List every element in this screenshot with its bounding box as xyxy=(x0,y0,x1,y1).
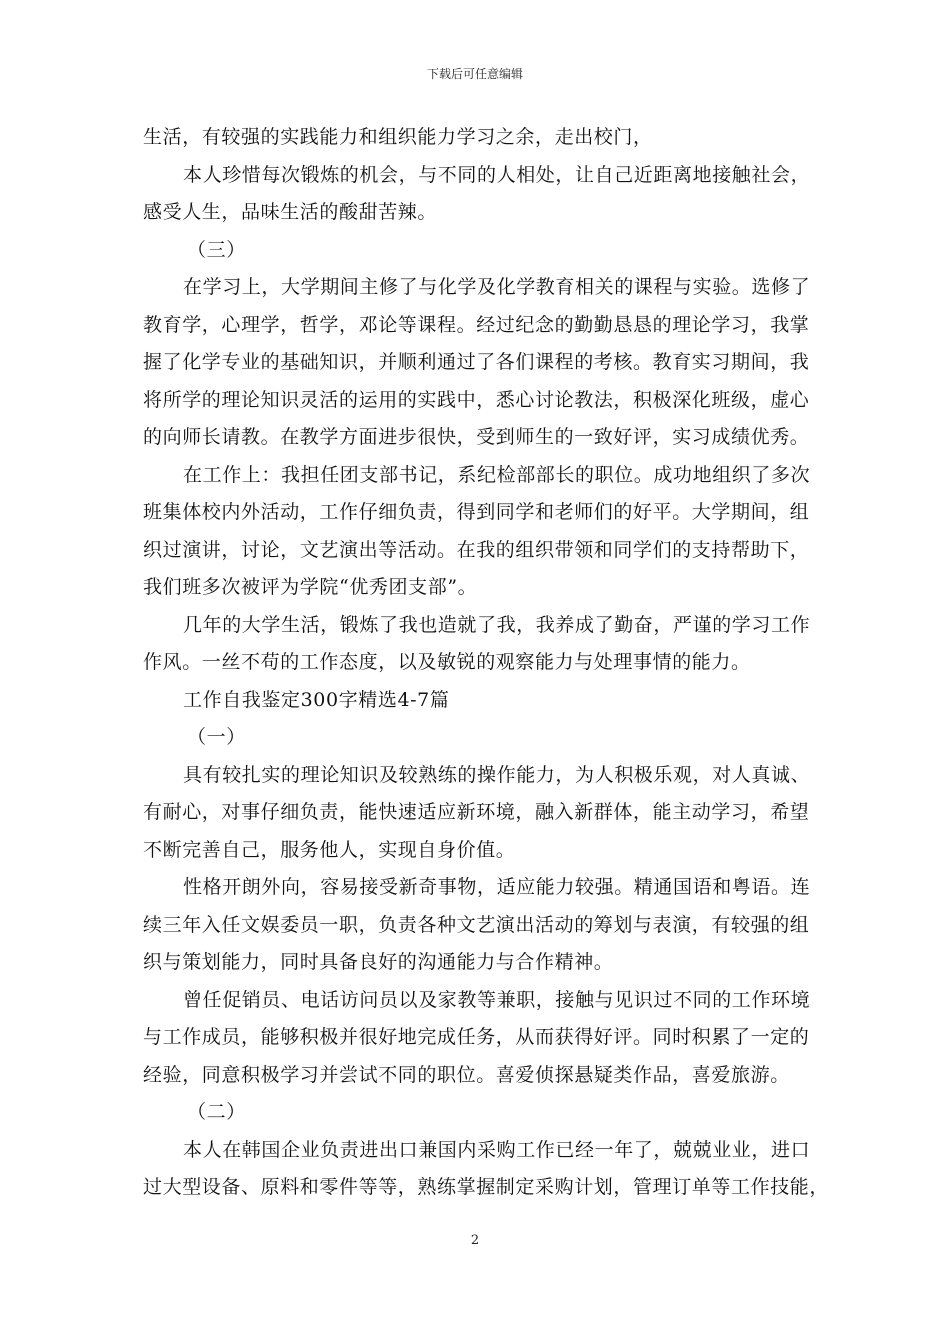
text-line: 经验，同意积极学习并尝试不同的职位。喜爱侦探悬疑类作品，喜爱旅游。 xyxy=(143,1063,790,1086)
text-line: 握了化学专业的基础知识，并顺利通过了各们课程的考核。教育实习期间，我 xyxy=(143,351,810,373)
text-line: 我们班多次被评为学院“优秀团支部”。 xyxy=(143,576,478,598)
text-line: 过大型设备、原料和零件等等，熟练掌握制定采购计划，管理订单等工作技能， xyxy=(143,1176,830,1198)
text-line: 班集体校内外活动，工作仔细负责，得到同学和老师们的好平。大学期间，组 xyxy=(143,501,810,523)
text-line: 不断完善自己，服务他人，实现自身价值。 xyxy=(143,838,516,861)
text-line: 续三年入任文娱委员一职，负责各种文艺演出活动的筹划与表演，有较强的组 xyxy=(143,913,810,936)
text-line: 生活，有较强的实践能力和组织能力学习之余，走出校门， xyxy=(143,126,653,148)
text-line: 在工作上：我担任团支部书记，系纪检部部长的职位。成功地组织了多次 xyxy=(183,463,811,486)
text-line: 与工作成员，能够积极并很好地完成任务，从而获得好评。同时积累了一定的 xyxy=(143,1026,810,1048)
text-line: 有耐心，对事仔细负责，能快速适应新环境，融入新群体，能主动学习，希望 xyxy=(143,801,810,823)
text-line: 教育学，心理学，哲学，邓论等课程。经过纪念的勤勤恳恳的理论学习，我掌 xyxy=(143,313,810,336)
page-header: 下载后可任意编辑 xyxy=(426,67,523,81)
text-line: 工作自我鉴定300字精选4-7篇 xyxy=(183,688,450,711)
text-line: 曾任促销员、电话访问员以及家教等兼职，接触与见识过不同的工作环境 xyxy=(183,988,811,1011)
text-line: 具有较扎实的理论知识及较熟练的操作能力，为人积极乐观，对人真诚、 xyxy=(183,763,811,786)
text-line: 织与策划能力，同时具备良好的沟通能力与合作精神。 xyxy=(143,951,614,973)
section-heading: （一） xyxy=(187,726,246,748)
document-body xyxy=(143,119,830,1207)
text-line: 感受人生，品味生活的酸甜苦辣。 xyxy=(143,201,438,223)
text-line: 的向师长请教。在教学方面进步很快，受到师生的一致好评，实习成绩优秀。 xyxy=(143,426,810,448)
text-line: 织过演讲，讨论，文艺演出等活动。在我的组织带领和同学们的支持帮助下， xyxy=(143,538,810,561)
text-line: 本人珍惜每次锻炼的机会，与不同的人相处，让自己近距离地接触社会， xyxy=(183,163,811,186)
section-heading: （二） xyxy=(187,1101,246,1123)
text-line: 本人在韩国企业负责进出口兼国内采购工作已经一年了，兢兢业业，进口 xyxy=(183,1138,811,1161)
section-heading: （三） xyxy=(187,238,246,261)
text-line: 几年的大学生活，锻炼了我也造就了我，我养成了勤奋，严谨的学习工作 xyxy=(183,613,811,636)
text-line: 作风。一丝不苟的工作态度，以及敏锐的观察能力与处理事情的能力。 xyxy=(143,651,751,673)
page-number: 2 xyxy=(470,1233,480,1248)
text-line: 在学习上，大学期间主修了与化学及化学教育相关的课程与实验。选修了 xyxy=(183,276,811,298)
text-line: 将所学的理论知识灵活的运用的实践中，悉心讨论教法，积极深化班级，虚心 xyxy=(143,388,810,411)
text-line: 性格开朗外向，容易接受新奇事物，适应能力较强。精通国语和粤语。连 xyxy=(183,876,811,898)
